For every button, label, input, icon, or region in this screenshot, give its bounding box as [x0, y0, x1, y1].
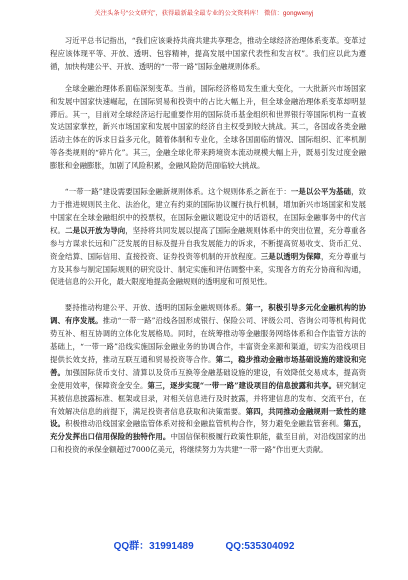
paragraph-text: 习近平总书记指出，“我们应该秉持共商共建共享理念，推动全球经济治理体系变革。变革过程应该体现平等、开放、透明、包容精神，提高发展中国家代表性和发言权”。我们应以此为遵循，加快构建公平、开放、透明的“一带一路”国际金融规则体系。	[50, 36, 366, 71]
body-paragraph	[50, 186, 366, 289]
paragraph-text: 中国信保积极履行政策性职能，截至目前，对沿线国家的出口和投资的承保金额超过7000亿美元，将继续努力为共建“一带一路”作出更大贡献。	[50, 432, 366, 455]
paragraph-text: 全球金融治理体系面临深刻变革。当前，国际经济格局发生重大变化，一大批新兴市场国家和发展中国家快速崛起，在国际贸易和投资中的占比大幅上升，但全球金融治理体系变革却明显滞后。其一，目前对全球经济运行起重要作用的国际货币基金组织和世界银行等国际机构一直被发达国家掌控，新兴市场国家和发展中国家的经济自主权受到较大挑战。其二，各国或各类金融活动主体在的诉求日益多元化，随着体制和专业化，全球各国面临的情况、国际组织、汇率机制等各类规则的“碎片化”。其三，金融全球化带来跨境资本流动规模大幅上升，既易引发过度金融膨胀和金融膨胀，加剧了风险积累，金融风险防范面临较大挑战。	[50, 83, 366, 171]
paragraph-text: “一带一路”建设需要国际金融新规则体系。这个规则体系之新在于：	[64, 187, 291, 197]
bold-heading-text: 一是以公平为基础	[290, 187, 352, 197]
bold-heading-text: 三是以透明为保障	[260, 251, 321, 261]
paragraph-text: 研究制定其被信息披露标准、框架或目录，对相关信息进行及时披露，并将建信息的发布、交流平台，在有效解决信息的前提下，满足投资者信息获取和决策需要。	[50, 380, 366, 416]
qq-number-text: QQ:535304092	[225, 541, 295, 552]
paragraph-text: ，坚持将共同发展以提高了国际金融规则体系中的突出位置，充分尊重各参与方谋求长远和广泛发展的目标及提升自我发展能力的诉求，不断提高贸易收支、货币汇兑、资金结算、国际信用、直接投资、证券投资等机制的开放程度。	[50, 225, 366, 261]
bold-heading-text: 第四，共同推动金融规则一致性的建设。	[50, 406, 366, 429]
bold-heading-text: 第一，积极引导多元化金融机构的协调、有序发展。	[50, 303, 366, 326]
paragraph-text: 要持推动构建公平、开放、透明的国际金融规则体系。	[64, 303, 246, 313]
promo-banner: 关注头条号“公文研究”，获得最新最全最专业的公文资料库！ 微信：gongwenyj	[94, 10, 314, 17]
body-paragraph	[50, 83, 366, 173]
bold-heading-text: 第二，稳步推动金融市场基础设施的建设和完善。	[50, 354, 366, 377]
bold-heading-text: 第三，逐步实现“一带一路”建设项目的信息披露和共享。	[147, 380, 337, 390]
paragraph-text: ，充分尊重与方及其参与制定国际规则的研究设计、制定实施和评估调整中来，实现各方的充分协商和沟通，促进信息的公开化，最大限度地提高金融规则的透明度和可预见性。	[50, 251, 366, 287]
paragraph-text: ，致力于推进规则民主化、法治化，建立有约束的国际协议履行执行机制，增加新兴市场国家和发展中国家在全球金融组织中的投票权，在国际金融议题设定中的话语权，在国际金融事务中的代言权。	[50, 187, 366, 235]
body-paragraph	[50, 35, 366, 74]
bold-heading-text: 二是以开放为导向	[65, 225, 126, 235]
bold-heading-text: 第五，充分发挥出口信用保险的独特作用。	[50, 419, 366, 442]
body-paragraph	[50, 302, 366, 457]
paragraph-text: 加强国际货币支付、清算以及货币互换等金融基础设施的建设，有效降低交易成本，提高资金使用效率，保障资金安全。	[50, 367, 366, 390]
paragraph-text: 推动“一带一路”沿线各国形成银行、保险公司、评级公司、咨询公司等机构间优势互补、相互协调的立体化发展格局。同时，在统筹推动等金融服务网络体系和合作监管方法的基础上，“一带一路”沿线实施国际金融业务的协调合作，丰富资金来源和渠道，切实为沿线项目提供长效支持，推动互联互通和贸易投资等合作。	[50, 316, 366, 364]
document-body	[50, 35, 366, 466]
qq-group-text: QQ群：31991489	[113, 541, 194, 552]
paragraph-text: 积极推动沿线国家金融监管体系对接和金融监管机构合作，努力避免金融监管套利。	[65, 419, 344, 429]
footer-contact	[0, 537, 408, 552]
